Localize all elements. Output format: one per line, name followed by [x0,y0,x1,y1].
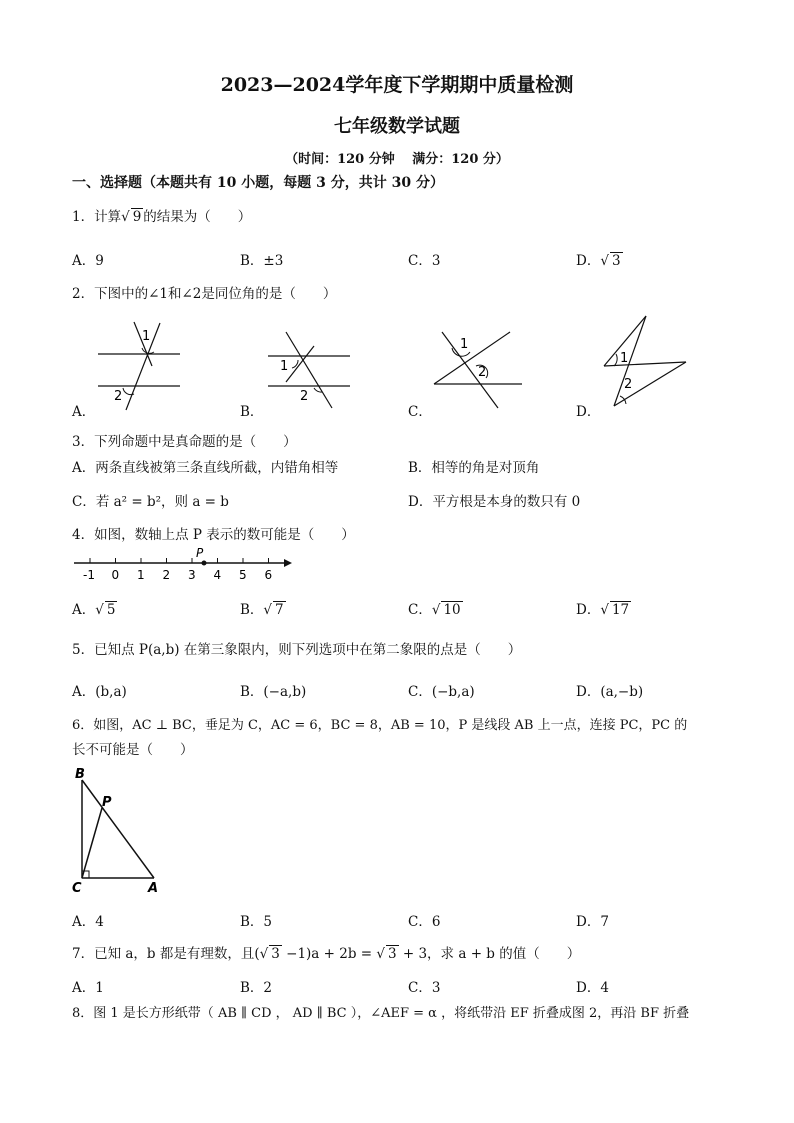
q5-option-c[interactable]: C．(−b,a) [408,684,475,700]
question-3: 3．下列命题中是真命题的是（ ） [72,434,297,450]
svg-text:1: 1 [460,337,469,352]
q2-option-c[interactable]: C． [408,404,432,420]
number-line-tick-label: 6 [264,568,273,582]
q6-option-b[interactable]: B．5 [240,914,273,930]
number-line-tick-label: 0 [111,568,120,582]
q4-option-b[interactable]: B．√ 7 [240,602,284,618]
svg-text:2: 2 [478,365,487,380]
q7-option-b[interactable]: B．2 [240,980,273,996]
q1-option-b[interactable]: B．±3 [240,253,284,269]
q3-option-c[interactable]: C．若 a² = b²，则 a = b [72,494,229,510]
point-p-label: P [102,795,112,810]
q4-option-c[interactable]: C．√ 10 [408,602,461,618]
section-heading: 一、选择题（本题共有 10 小题，每题 3 分，共计 30 分） [72,175,444,191]
q4-option-d[interactable]: D．√ 17 [576,602,630,618]
q2-figure-d [600,314,690,409]
q4-option-a[interactable]: A．√ 5 [72,602,116,618]
q2-option-b[interactable]: B． [240,404,264,420]
question-6-line1: 6．如图，AC ⊥ BC，垂足为 C，AC = 6，BC = 8，AB = 10，P 是线段 AB 上一点，连接 PC，PC 的 [72,718,688,733]
number-line [72,545,292,585]
q5-option-b[interactable]: B．(−a,b) [240,684,307,700]
number-line-tick-label: 4 [213,568,222,582]
question-7: 7．已知 a，b 都是有理数，且(√ 3 −1)a + 2b = √ 3 + 3，求 a + b 的值（ ） [72,946,581,962]
page-subtitle: 七年级数学试题 [334,116,460,137]
q1-post: 的结果为（ ） [143,209,252,225]
q2-figure-c [430,322,525,412]
q3-option-d[interactable]: D．平方根是本身的数只有 0 [408,494,581,510]
q3-option-a[interactable]: A．两条直线被第三条直线所截，内错角相等 [72,460,339,476]
q1-radicand: 9 [132,209,142,225]
q5-option-d[interactable]: D．(a,−b) [576,684,644,700]
q2-option-d[interactable]: D． [576,404,601,420]
page-title: 2023—2024学年度下学期期中质量检测 [220,74,574,96]
number-line-tick-label: -1 [83,568,95,582]
q2-figure-a [90,318,190,413]
q6-triangle-figure [72,764,172,896]
angle-2-label: 2 [114,389,123,404]
question-5: 5．已知点 P(a,b) 在第三象限内，则下列选项中在第二象限的点是（ ） [72,642,522,658]
svg-text:1: 1 [620,351,629,366]
q6-option-c[interactable]: C．6 [408,914,441,930]
q5-option-a[interactable]: A．(b,a) [72,684,127,700]
q2-option-a[interactable]: A． [72,404,96,420]
svg-text:2: 2 [300,389,309,404]
question-4: 4．如图，数轴上点 P 表示的数可能是（ ） [72,527,355,543]
number-line-tick-label: 3 [188,568,196,582]
q1-pre: 1．计算 [72,209,122,225]
angle-1-label: 1 [142,329,151,344]
q7-option-a[interactable]: A．1 [72,980,104,996]
vertex-c-label: C [72,881,82,896]
question-1: 1．计算√ 9 的结果为（ ） [72,209,252,225]
question-8: 8．图 1 是长方形纸带（ AB ∥ CD ， AD ∥ BC ），∠AEF = α ，将纸带沿 EF 折叠成图 2，再沿 BF 折叠 [72,1006,690,1021]
number-line-tick-label: 2 [162,568,171,582]
vertex-b-label: B [75,767,85,782]
vertex-a-label: A [148,881,159,896]
q6-option-d[interactable]: D．7 [576,914,609,930]
q1-option-d[interactable]: D．√ 3 [576,253,621,269]
q1-option-c[interactable]: C．3 [408,253,441,269]
svg-text:2: 2 [624,377,633,392]
number-line-tick-label: 1 [137,568,145,582]
question-6-line2: 长不可能是（ ） [72,742,194,758]
svg-text:1: 1 [280,359,289,374]
exam-info: （时间：120 分钟 满分：120 分） [285,152,509,167]
q6-option-a[interactable]: A．4 [72,914,104,930]
number-line-tick-label: 5 [239,568,247,582]
q1-option-a[interactable]: A．9 [72,253,104,269]
q7-option-c[interactable]: C．3 [408,980,441,996]
q2-figure-b [262,320,357,410]
question-2: 2．下图中的∠1和∠2是同位角的是（ ） [72,286,337,302]
q7-option-d[interactable]: D．4 [576,980,609,996]
q3-option-b[interactable]: B．相等的角是对顶角 [408,460,540,476]
point-p-label: P [196,546,204,560]
